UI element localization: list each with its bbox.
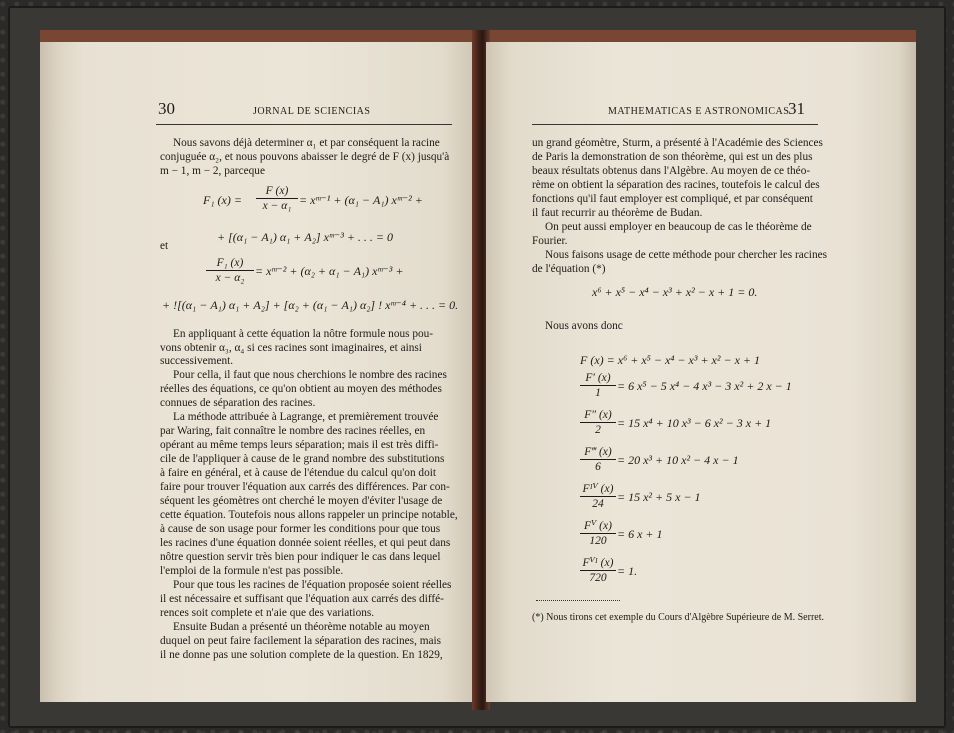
running-head: MATHEMATICAS E ASTRONOMICAS [608, 106, 790, 117]
text-line: rème on obtient la séparation des racines, toutefois le calcul des [532, 179, 820, 191]
running-head: JORNAL DE SCIENCIAS [253, 106, 371, 117]
fraction [580, 408, 616, 437]
fraction-denominator: 1 [595, 387, 601, 399]
text-line: Pour cella, il faut que nous cherchions le nombre des racines [173, 369, 447, 381]
fraction-numerator: F‴ (x) [580, 445, 616, 460]
fraction-denominator: 120 [589, 535, 607, 547]
text-line: cette équation. Toutefois nous allons rappeler un principe notable, [160, 509, 458, 521]
fraction-denominator: 2 [595, 424, 601, 436]
text-line: vons obtenir α₃, α₄ si ces racines sont imaginaires, et ainsi [160, 342, 422, 354]
text-line: opérant au même temps leurs séparation; mais il est très diffi- [160, 439, 439, 451]
text-line: les racines d'une équation donnée soient réelles, et qui peut dans [160, 537, 451, 549]
fraction-denominator: x − α₁ [262, 200, 292, 212]
equation-rhs: = 6 x + 1 [617, 527, 663, 541]
equation-lhs: F₁ (x) = [203, 193, 242, 207]
text-line: En appliquant à cette équation la nôtre formule nous pou- [173, 328, 434, 340]
page-number: 30 [158, 99, 175, 118]
text-line: l'emploi de la formule n'est pas possible. [160, 565, 344, 577]
fraction-numerator: F₁ (x) [206, 256, 254, 271]
text-line: Nous savons déjà determiner α₁ et par conséquent la racine [173, 137, 440, 149]
header-rule [532, 124, 818, 125]
equation-rhs: = 15 x⁴ + 10 x³ − 6 x² − 3 x + 1 [617, 416, 772, 430]
fraction [580, 445, 616, 474]
equation-rhs: = 1. [617, 564, 638, 578]
equation-line: + [(α₁ − A₁) α₁ + A₂] xᵐ⁻³ + . . . = 0 [217, 230, 394, 244]
text-line: à cause de son usage pour former les conditions pour que tous [160, 523, 441, 535]
text-line: à faire en général, et à cause de l'étendue du calcul qu'on doit [160, 467, 437, 479]
fraction-denominator: 720 [589, 572, 607, 584]
footnote-rule [536, 600, 620, 602]
text-line: Nous faisons usage de cette méthode pour chercher les racines [545, 249, 827, 261]
fraction-numerator: Fᴵⱽ (x) [580, 482, 616, 497]
main-equation: x⁶ + x⁵ − x⁴ − x³ + x² − x + 1 = 0. [592, 285, 758, 299]
equation-line: + ![(α₁ − A₁) α₁ + A₂] + [α₂ + (α₁ − A₁) α₂] ! xᵐ⁻⁴ + . . . = 0. [162, 298, 459, 312]
equation-rhs: = 20 x³ + 10 x² − 4 x − 1 [617, 453, 739, 467]
left-page [40, 42, 476, 702]
text-line: rences soit complete et n'aie que des variations. [160, 607, 375, 619]
equation-rhs: = xᵐ⁻¹ + (α₁ − A₁) xᵐ⁻² + [299, 193, 423, 207]
equation-rhs: = xᵐ⁻² + (α₂ + α₁ − A₁) xᵐ⁻³ + [255, 264, 404, 278]
text-line: connues de séparation des racines. [160, 397, 316, 409]
text-line: séquent les géomètres ont cherché le moyen d'éviter l'usage de [160, 495, 443, 507]
text-line: il faut recurrir au théorème de Budan. [532, 207, 703, 219]
function-equation: F (x) = x⁶ + x⁵ − x⁴ − x³ + x² − x + 1 [580, 353, 760, 367]
footnote: (*) Nous tirons cet exemple du Cours d'Algèbre Supérieure de M. Serret. [532, 612, 825, 623]
fraction-numerator: Fⱽ (x) [580, 519, 616, 534]
equation-rhs: = 6 x⁵ − 5 x⁴ − 4 x³ − 3 x² + 2 x − 1 [617, 379, 792, 393]
fraction-numerator: F″ (x) [580, 408, 616, 423]
text-line: de Paris la demonstration de son théorème, qui est un des plus [532, 151, 813, 163]
fraction-denominator: 6 [595, 461, 601, 473]
text-line: il est nécessaire et suffisant que l'équation aux carrés des diffé- [160, 593, 444, 605]
text-line: cile de l'appliquer à cause de le grand nombre des substitutions [160, 453, 445, 465]
text-line: On peut aussi employer en beaucoup de cas le théorème de [545, 221, 812, 233]
right-page [486, 42, 916, 702]
fraction [256, 184, 298, 213]
text-line: La méthode attribuée à Lagrange, et premièrement trouvée [173, 411, 439, 423]
text-line: Fourier. [532, 235, 568, 247]
fraction-denominator: x − α₂ [215, 272, 245, 284]
text-line: duquel on peut faire facilement la séparation des racines, mais [160, 635, 442, 647]
text-line: il ne donne pas une solution complete de la question. En 1829, [160, 649, 443, 661]
page-number: 31 [788, 99, 805, 118]
equation-rhs: = 15 x² + 5 x − 1 [617, 490, 701, 504]
text-line: Nous avons donc [545, 320, 623, 332]
fraction-numerator: F′ (x) [580, 371, 616, 386]
text-line: beaux résultats obtenus dans l'Algèbre. Au moyen de ce théo- [532, 165, 811, 177]
fraction [580, 519, 616, 548]
fraction-denominator: 24 [592, 498, 604, 510]
text-line: de l'équation (*) [532, 263, 606, 275]
text-line: fonctions qu'il faut employer est compliqué, et par conséquent [532, 193, 813, 205]
text-line: Ensuite Budan a présenté un théorème notable au moyen [173, 621, 430, 633]
fraction [580, 371, 616, 400]
fraction [580, 482, 616, 511]
text-line: faire pour trouver l'équation aux carrés des différences. Par con- [160, 481, 450, 493]
text-line: conjuguée α₂, et nous pouvons abaisser le degré de F (x) jusqu'à [160, 151, 450, 163]
text-line: successivement. [160, 355, 234, 367]
text-line: réelles des équations, ce qu'on obtient au moyen des méthodes [160, 383, 442, 395]
text-line: un grand géomètre, Sturm, a présenté à l'Académie des Sciences [532, 137, 823, 149]
header-rule [156, 124, 452, 125]
text-line: Pour que tous les racines de l'équation proposée soient réelles [173, 579, 452, 591]
text-line: nôtre question servir très bien pour indiquer le cas dans lequel [160, 551, 441, 563]
fraction-numerator: F (x) [256, 184, 298, 199]
fraction-numerator: Fⱽᴵ (x) [580, 556, 616, 571]
fraction [580, 556, 616, 585]
fraction [206, 256, 254, 285]
conjunction: et [160, 240, 169, 252]
text-line: m − 1, m − 2, parceque [160, 165, 265, 177]
text-line: par Waring, fait connaître le nombre des racines réelles, en [160, 425, 426, 437]
